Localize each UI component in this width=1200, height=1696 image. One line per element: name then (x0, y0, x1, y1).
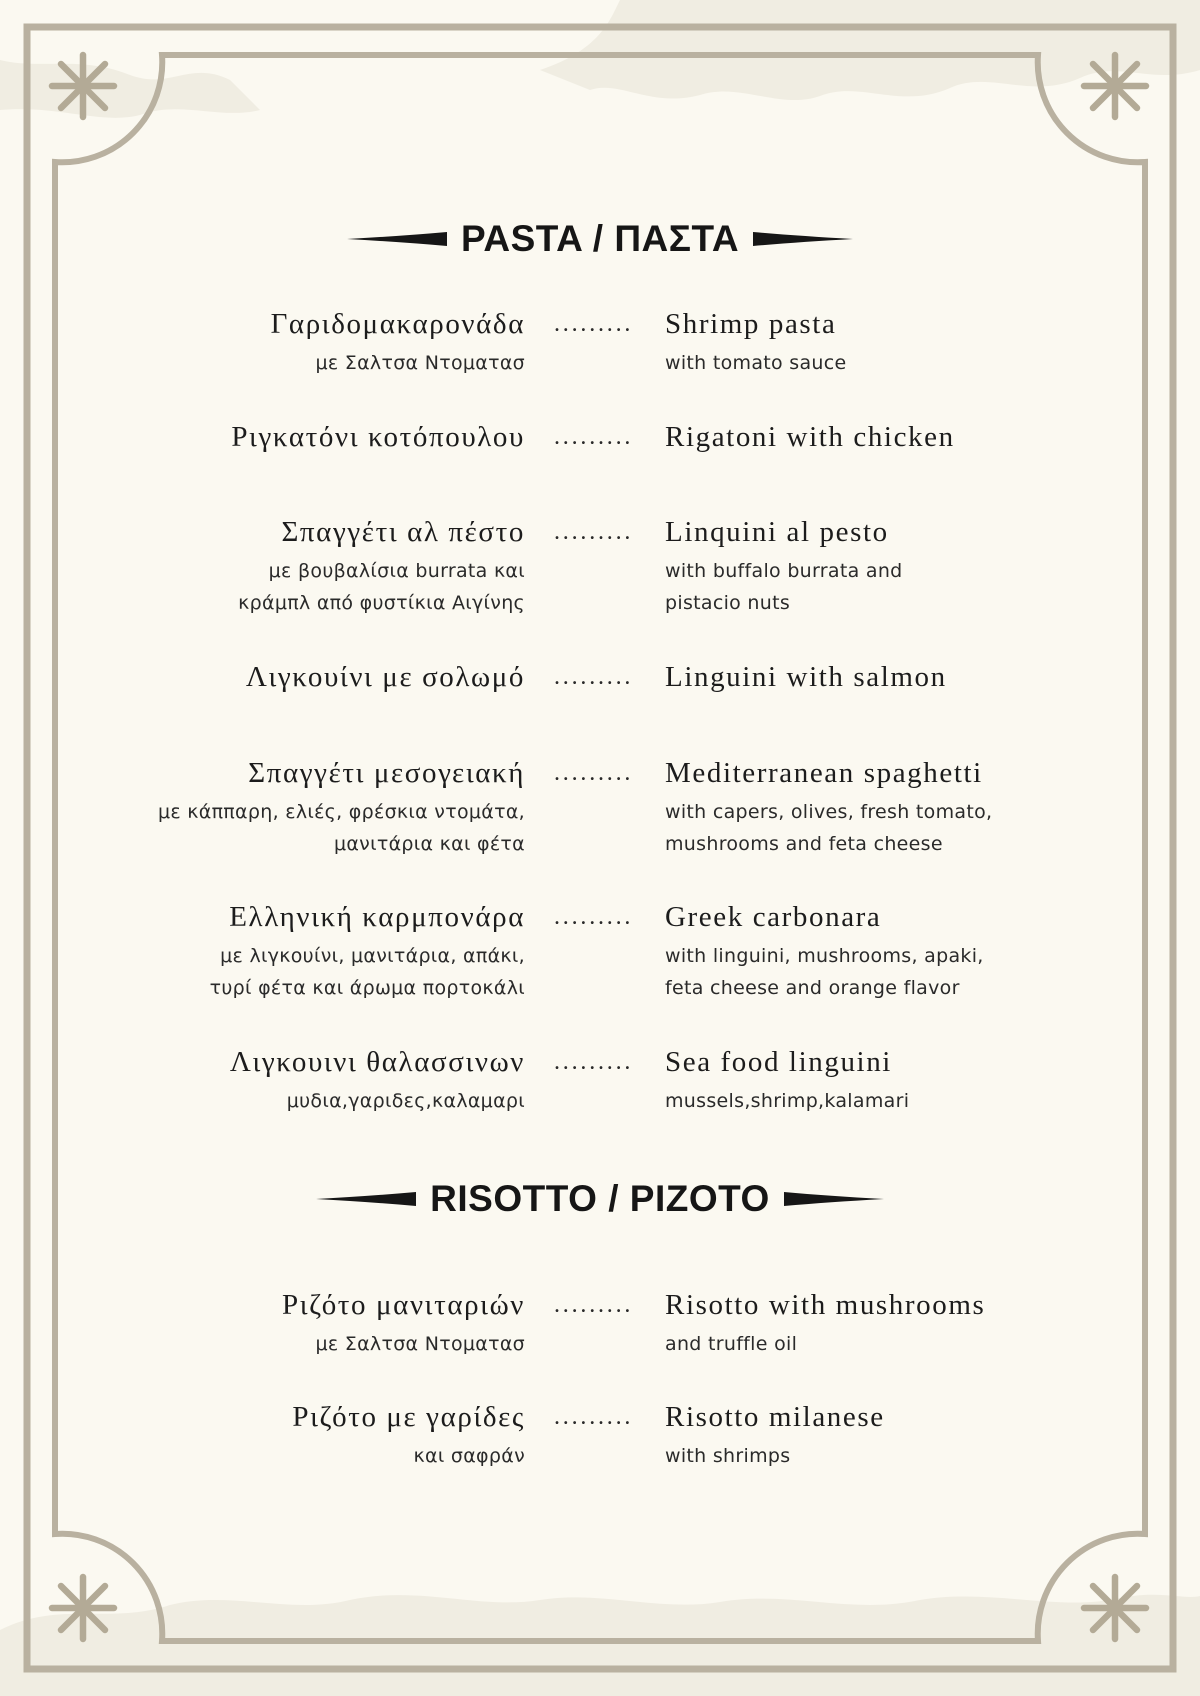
corner-asterisk-icon (52, 1577, 114, 1639)
greek-dish-name: Λιγκουίνι με σολωμό (245, 661, 525, 693)
english-dish-name: Linquini al pesto (665, 516, 889, 548)
greek-dish-name: Λιγκουινι θαλασσινων (229, 1046, 525, 1078)
greek-dish-description: μυδια,γαριδες,καλαμαρι (286, 1090, 525, 1112)
dot-leader: ......... (554, 424, 634, 450)
greek-dish-name: Σπαγγέτι αλ πέστο (281, 516, 525, 548)
english-dish-name: Linguini with salmon (665, 661, 947, 693)
english-dish-name: Risotto milanese (665, 1401, 885, 1433)
heading-rule-left (316, 1192, 416, 1206)
english-dish-name: Greek carbonara (665, 901, 882, 933)
heading-rule-left (347, 232, 447, 246)
english-dish-description: with capers, olives, fresh tomato, mushrooms and feta cheese (665, 801, 993, 855)
english-dish-name: Risotto with mushrooms (665, 1289, 986, 1321)
menu-item (0, 900, 1200, 999)
english-dish-description: with buffalo burrata and pistacio nuts (665, 560, 903, 614)
greek-dish-description: με κάππαρη, ελιές, φρέσκια ντομάτα, μανιτάρια και φέτα (157, 801, 525, 855)
dot-leader: ......... (554, 1049, 634, 1075)
menu-item (0, 660, 1200, 693)
english-dish-description: with linguini, mushrooms, apaki, feta cheese and orange flavor (665, 945, 984, 999)
greek-dish-name: Γαριδομακαρονάδα (270, 308, 525, 340)
corner-asterisk-icon (1084, 55, 1146, 117)
english-dish-description: and truffle oil (665, 1333, 798, 1355)
section-heading-risotto (0, 1178, 1200, 1220)
english-dish-name: Sea food linguini (665, 1046, 892, 1078)
section-title: PASTA / ΠΑΣΤΑ (460, 218, 740, 259)
menu-item (0, 756, 1200, 855)
greek-dish-name: Ριγκατόνι κοτόπουλου (231, 421, 525, 453)
greek-dish-description: με Σαλτσα Ντοματασ (315, 1333, 525, 1355)
greek-dish-description: και σαφράν (413, 1445, 525, 1467)
menu-item (0, 1045, 1200, 1112)
section-title: RISOTTO / PIZOTO (430, 1178, 770, 1219)
greek-dish-name: Ριζότο με γαρίδες (292, 1401, 525, 1433)
greek-dish-name: Ριζότο μανιταριών (282, 1289, 525, 1321)
dot-leader: ......... (554, 311, 634, 337)
english-dish-description: mussels,shrimp,kalamari (665, 1090, 910, 1112)
corner-asterisk-icon (1084, 1577, 1146, 1639)
greek-dish-description: με Σαλτσα Ντοματασ (315, 352, 525, 374)
greek-dish-name: Ελληνική καρμπονάρα (229, 901, 525, 933)
dot-leader: ......... (554, 519, 634, 545)
corner-asterisk-icon (52, 55, 114, 117)
menu-item (0, 307, 1200, 374)
dot-leader: ......... (554, 1292, 634, 1318)
greek-dish-description: με βουβαλίσια burrata και κράμπλ από φυστίκια Αιγίνης (238, 560, 525, 614)
english-dish-name: Rigatoni with chicken (665, 421, 955, 453)
heading-rule-right (784, 1192, 884, 1206)
dot-leader: ......... (554, 664, 634, 690)
greek-dish-name: Σπαγγέτι μεσογειακή (248, 757, 525, 789)
heading-rule-right (753, 232, 853, 246)
dot-leader: ......... (554, 1404, 634, 1430)
section-heading-pasta (0, 218, 1200, 260)
english-dish-name: Mediterranean spaghetti (665, 757, 983, 789)
menu-item (0, 1288, 1200, 1355)
menu-item (0, 515, 1200, 614)
english-dish-name: Shrimp pasta (665, 308, 837, 340)
dot-leader: ......... (554, 904, 634, 930)
english-dish-description: with shrimps (665, 1445, 791, 1467)
greek-dish-description: με λιγκουίνι, μανιτάρια, απάκι, τυρί φέτα και άρωμα πορτοκάλι (209, 945, 525, 999)
dot-leader: ......... (554, 760, 634, 786)
menu-item (0, 1400, 1200, 1467)
english-dish-description: with tomato sauce (665, 352, 847, 374)
menu-item (0, 420, 1200, 453)
